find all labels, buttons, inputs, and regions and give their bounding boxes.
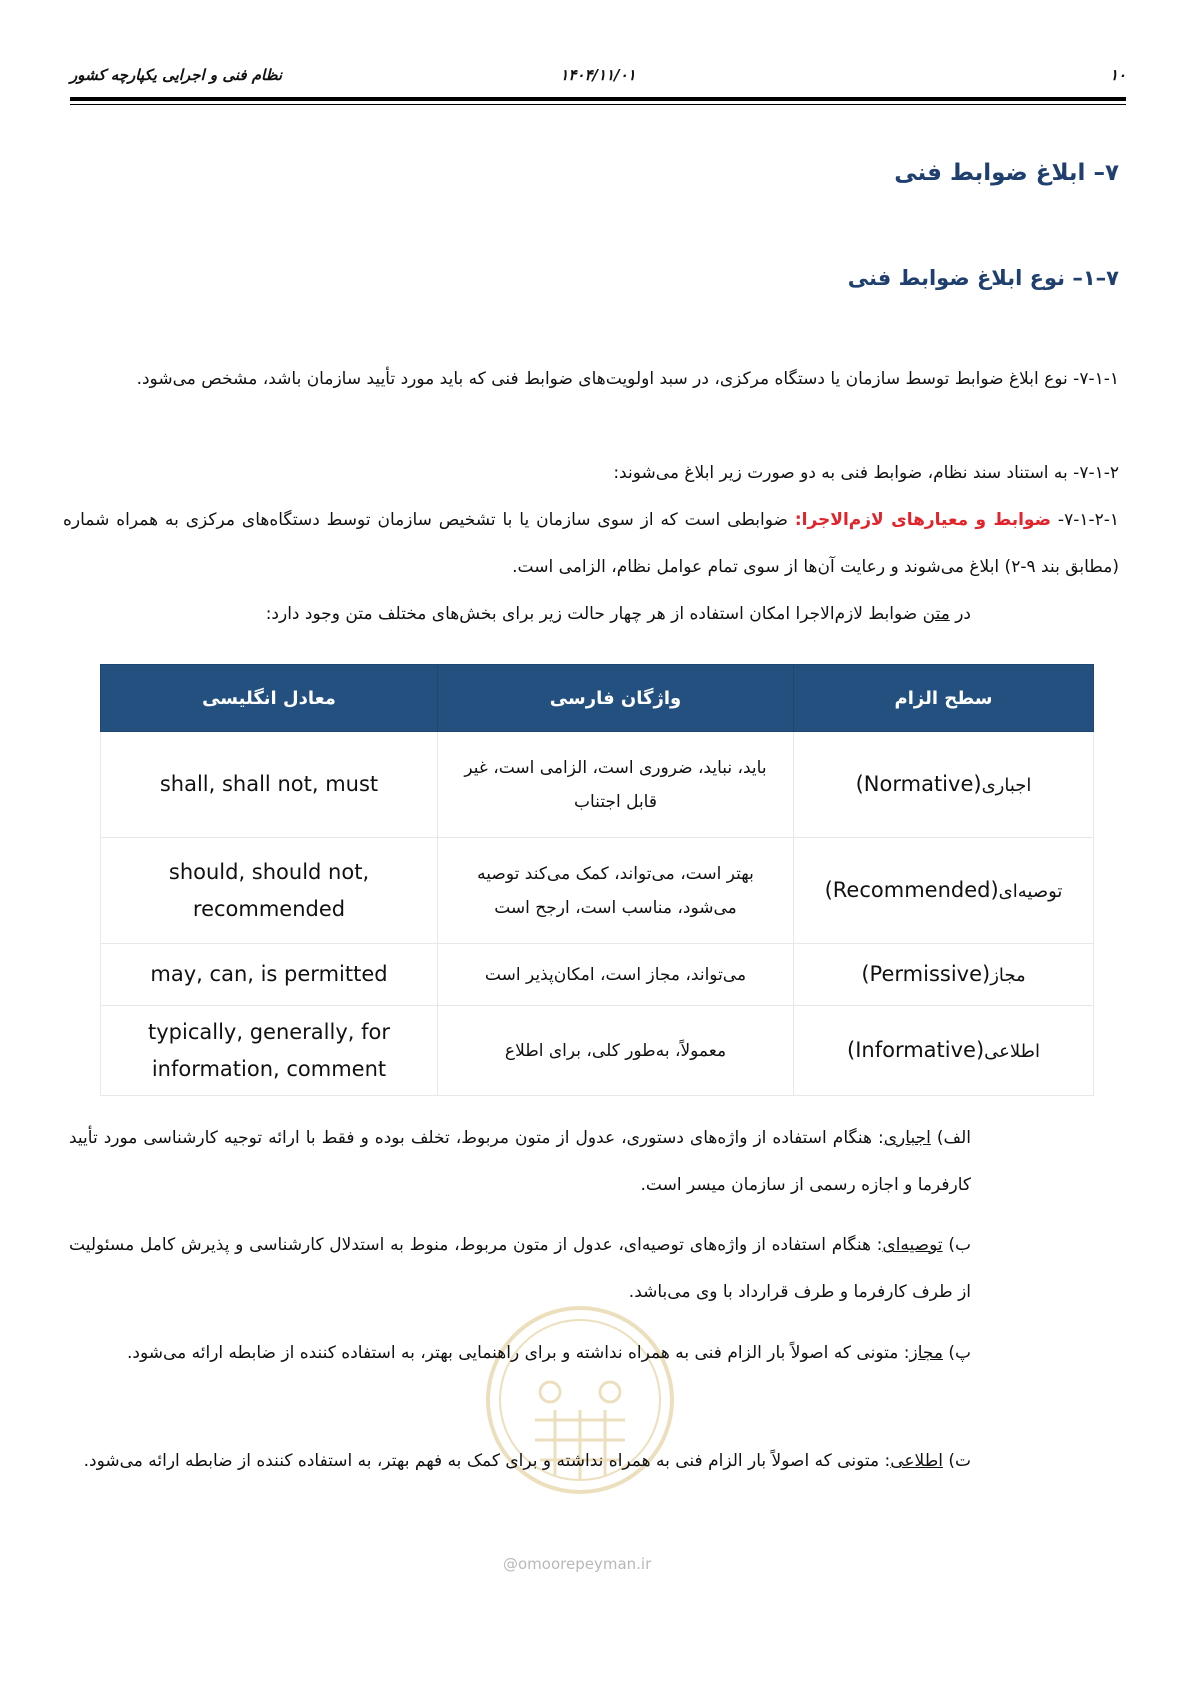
paragraph-4-underlined: متن <box>922 604 950 624</box>
header-title: نظام فنی و اجرایی یکپارچه کشور <box>70 66 283 84</box>
paragraph-3-number: ۷-۱-۲-۱- <box>1051 510 1119 530</box>
paragraph-1 <box>63 356 1119 403</box>
note-permissive <box>69 1330 971 1377</box>
note-informative <box>69 1438 971 1485</box>
table-row <box>101 1006 1094 1096</box>
note-prefix: الف) <box>930 1128 971 1148</box>
section-title: ۷– ابلاغ ضوابط فنی <box>894 160 1119 186</box>
cell-level <box>794 1006 1094 1096</box>
note-text: : هنگام استفاده از واژه‌های توصیه‌ای، عدول از متون مربوط، منوط به استدلال کارشناسی و پذیرش کامل مسئولیت از طرف کارفرما و طرف قرارداد با وی می‌باشد. <box>69 1235 971 1302</box>
paragraph-2-text: ۷-۱-۲- به استناد سند نظام، ضوابط فنی به دو صورت زیر ابلاغ می‌شوند: <box>613 463 1119 483</box>
note-term: مجاز <box>909 1343 943 1363</box>
level-fa: توصیه‌ای <box>998 880 1063 902</box>
header-level: سطح الزام <box>794 665 1094 732</box>
paragraph-4 <box>71 591 971 638</box>
note-mandatory <box>69 1115 971 1209</box>
subsection-title: ۷–۱– نوع ابلاغ ضوابط فنی <box>847 266 1119 290</box>
table-header-row <box>101 665 1094 732</box>
level-en: (Permissive) <box>861 961 991 986</box>
cell-english: should, should not, recommended <box>101 838 438 944</box>
paragraph-3-highlight: ضوابط و معیارهای لازم‌الاجرا: <box>794 510 1052 530</box>
paragraph-3 <box>63 497 1119 591</box>
paragraph-4-post: ضوابط لازم‌الاجرا امکان استفاده از هر چهار حالت زیر برای بخش‌های مختلف متن وجود دارد: <box>265 604 923 624</box>
cell-persian: معمولاً، به‌طور کلی، برای اطلاع <box>438 1006 794 1096</box>
level-fa: مجاز <box>990 964 1026 986</box>
cell-persian: باید، نباید، ضروری است، الزامی است، غیر قابل اجتناب <box>438 732 794 838</box>
header-date: ۱۴۰۴/۱۱/۰۱ <box>560 66 636 84</box>
note-text: : متونی که اصولاً بار الزام فنی به همراه نداشته و برای راهنمایی بهتر، به استفاده کننده از ضابطه ارائه می‌شود. <box>126 1343 910 1363</box>
table-row <box>101 732 1094 838</box>
note-term: اجباری <box>883 1128 931 1148</box>
page-number: ۱۰ <box>1109 66 1126 84</box>
paragraph-1-text: ۷-۱-۱- نوع ابلاغ ضوابط توسط سازمان یا دستگاه مرکزی، در سبد اولویت‌های ضوابط فنی که باید مورد تأیید سازمان باشد، مشخص می‌شود. <box>136 369 1119 389</box>
level-fa: اطلاعی <box>984 1040 1040 1062</box>
table-row <box>101 838 1094 944</box>
note-prefix: پ) <box>942 1343 971 1363</box>
paragraph-2 <box>63 450 1119 497</box>
table-row <box>101 944 1094 1006</box>
header-persian-terms: واژگان فارسی <box>438 665 794 732</box>
header-rule-thin <box>70 104 1126 105</box>
cell-level <box>794 732 1094 838</box>
header-english-equivalent: معادل انگلیسی <box>101 665 438 732</box>
cell-english: may, can, is permitted <box>101 944 438 1006</box>
cell-persian: می‌تواند، مجاز است، امکان‌پذیر است <box>438 944 794 1006</box>
note-prefix: ب) <box>942 1235 971 1255</box>
cell-level <box>794 944 1094 1006</box>
paragraph-4-pre: در <box>949 604 971 624</box>
paragraph-3-text: ضوابطی است که از سوی سازمان یا با تشخیص سازمان توسط دستگاه‌های مرکزی به همراه شماره (مطابق بند ۹-۲) ابلاغ می‌شوند و رعایت آن‌ها از سوی تمام عوامل نظام، الزامی است. <box>63 510 1119 577</box>
note-prefix: ت) <box>942 1451 971 1471</box>
level-en: (Normative) <box>855 771 982 796</box>
cell-english: shall, shall not, must <box>101 732 438 838</box>
note-recommended <box>69 1222 971 1316</box>
watermark-text: @omoorepeyman.ir <box>503 1555 652 1573</box>
note-term: توصیه‌ای <box>882 1235 943 1255</box>
page-header <box>70 66 1126 88</box>
requirement-levels-table <box>100 664 1094 1096</box>
level-en: (Informative) <box>847 1037 985 1062</box>
cell-level <box>794 838 1094 944</box>
header-rule-thick <box>70 97 1126 101</box>
note-text: : متونی که اصولاً بار الزام فنی به همراه نداشته و برای کمک به فهم بهتر، به استفاده کننده از ضابطه ارائه می‌شود. <box>83 1451 891 1471</box>
note-text: : هنگام استفاده از واژه‌های دستوری، عدول از متون مربوط، تخلف بوده و فقط با ارائه توجیه کارشناسی مورد تأیید کارفرما و اجازه رسمی از سازمان میسر است. <box>69 1128 971 1195</box>
note-term: اطلاعی <box>890 1451 943 1471</box>
level-fa: اجباری <box>981 774 1032 796</box>
cell-persian: بهتر است، می‌تواند، کمک می‌کند توصیه می‌شود، مناسب است، ارجح است <box>438 838 794 944</box>
cell-english: typically, generally, for information, comment <box>101 1006 438 1096</box>
level-en: (Recommended) <box>824 877 999 902</box>
